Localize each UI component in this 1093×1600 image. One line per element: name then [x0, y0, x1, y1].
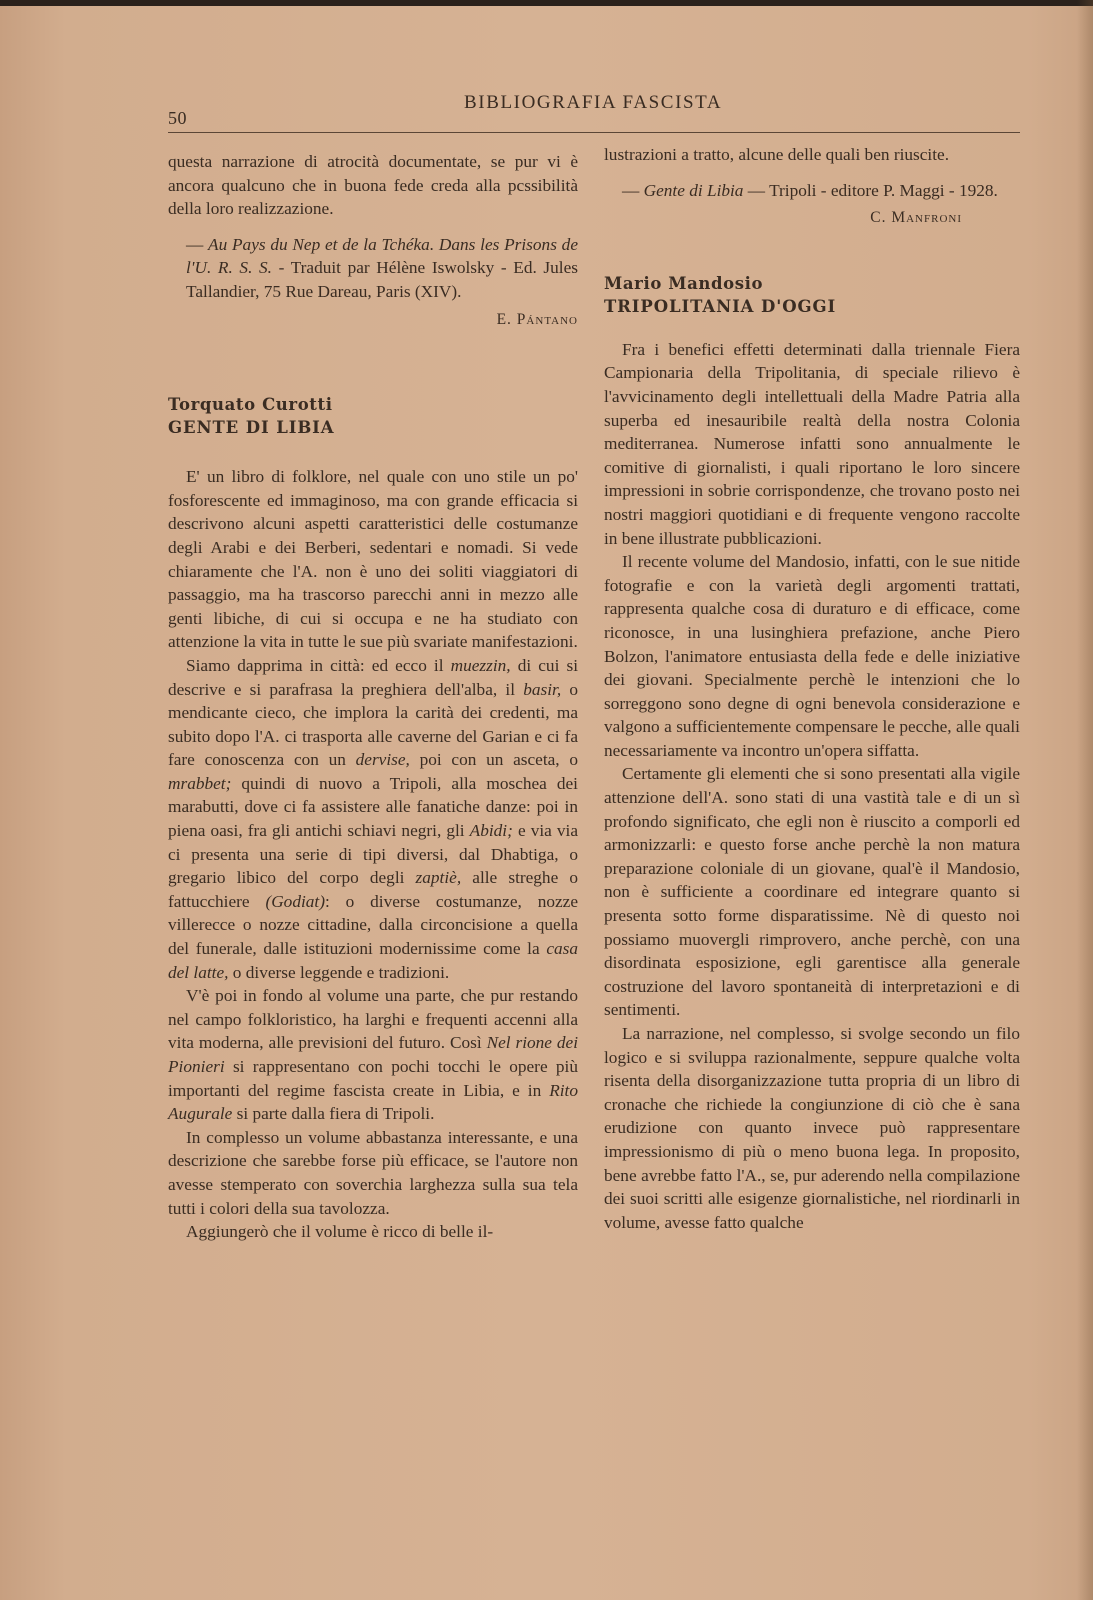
- review-paragraph-4: In complesso un volume abbastanza interessante, e una descrizione che sarebbe forse più efficace, se l'autore non avesse stemperato con soverchia larghezza sulla sua tela tutti i colori della sua tavolozza.: [168, 1127, 578, 1218]
- page-number: 50: [168, 108, 187, 128]
- signature-name: E. Pántano: [496, 310, 578, 328]
- review-paragraph-1: E' un libro di folklore, nel quale con uno stile un po' fosforescente ed immaginoso, ma con grande efficacia si descrivono alcuni aspetti caratteristici delle costumanze degli Arabi e dei Berberi, sedentari e nomadi. Si vede chiaramente che l'A. non è uno dei soliti viaggiatori di passaggio, ma ha trascorso parecchi anni in mezzo alle genti libiche, di cui si occupa e ne ha studiato con attenzione la vita in tutte le sue più svariate manifestazioni.: [168, 467, 578, 652]
- biblio-details: — Tripoli - editore P. Maggi - 1928.: [743, 180, 998, 200]
- signature-name: C. Manfroni: [870, 209, 962, 227]
- biblio-title: Gente di Libia: [643, 180, 744, 200]
- right-column: [604, 143, 1020, 1234]
- continued-paragraph: questa narrazione di atrocità documentate, se pur vi è ancora qualcuno che in buona fede creda alla pcssibilità della loro realizzazione.: [168, 152, 578, 219]
- biblio-dash: —: [622, 180, 644, 200]
- review-paragraph-1: Fra i benefici effetti determinati dalla triennale Fiera Campionaria della Tripolitania, di speciale rilievo è l'avvicinamento degli intellettuali della Madre Patria alla superba ed inesauribile realtà della nostra Colonia mediterranea. Numerose infatti sono annualmente le comitive di giornalisti, i quali riportano le loro sincere impressioni in sobrie corrispondenze, che trovano posto nei nostri maggiori quotidiani e di frequente vengono raccolte in bene illustrate pubblicazioni.: [604, 339, 1020, 548]
- reviewer-signature: [604, 206, 1020, 230]
- review-author: Mario Mandosio: [604, 273, 764, 293]
- review-title: TRIPOLITANIA D'OGGI: [604, 296, 837, 316]
- running-title: BIBLIOGRAFIA FASCISTA: [464, 92, 723, 113]
- continued-paragraph: lustrazioni a tratto, alcune delle quali ben riuscite.: [604, 145, 950, 164]
- review-title: GENTE DI LIBIA: [168, 418, 335, 438]
- review-paragraph-2: Il recente volume del Mandosio, infatti, con le sue nitide fotografie e con la varietà degli argomenti trattati, rappresenta qualche cosa di duraturo e di efficace, come riconosce, in una lusinghiera prefazione, anche Piero Bolzon, l'animatore entusiasta della fede e delle iniziative dei giovani. Specialmente perchè le intenzioni che lo sorreggono sono degne di ogni benevola considerazione e valgono a sufficientemente compensare le pecche, alle quali necessariamente va incontro un'opera siffatta.: [604, 552, 1020, 760]
- biblio-dash: —: [186, 234, 209, 254]
- biblio-title: Au Pays du Nep et de la Tchéka. Dans les Prisons de l'U. R. S. S.: [186, 234, 578, 278]
- review-author: Torquato Curotti: [168, 395, 333, 415]
- reviewer-signature: [168, 308, 578, 332]
- review-paragraph-2: Siamo dapprima in città: ed ecco il muezzin, di cui si descrive e si parafrasa la preghiera dell'alba, il basir, o mendicante cieco, che implora la carità dei credenti, ma subito dopo l'A. ci trasporta alle caverne del Garian e ci fa fare conoscenza con un dervise, poi con un asceta, o mrabbet; quindi di nuovo a Tripoli, alla moschea dei marabutti, dove ci fa assistere alle fanatiche danze: poi in piena oasi, fra gli antichi schiavi negri, gli Abidi; e via via ci presenta una serie di tipi diversi, dal Dhabtiga, o gregario libico del corpo degli zaptiè, alle streghe o fattucchiere (Godiat): o diverse costumanze, nozze villerecce o nozze cittadine, dalla circoncisione a quella del funerale, dalle istituzioni modernissime come la casa del latte, o diverse leggende e tradizioni.: [168, 655, 579, 982]
- review-paragraph-4: La narrazione, nel complesso, si svolge secondo un filo logico e si sviluppa razionalmente, seppure qualche volta risenta della disorganizzazione tutta propria di un libro di cronache che richiede la congiunzione di ciò che è sana erudizione con quanto invece può rappresentare impressionismo di più o meno buona lega. In proposito, bene avrebbe fatto l'A., se, pur aderendo nella compilazione dei suoi scritti alle esigenze giornalistiche, nel riordinarli in volume, avesse fatto qualche: [604, 1024, 1020, 1232]
- review-paragraph-5: Aggiungerò che il volume è ricco di belle il-: [186, 1222, 494, 1242]
- biblio-details: - Traduit par Hélène Iswolsky - Ed. Jules Tallandier, 75 Rue Dareau, Paris (XIV).: [186, 258, 578, 301]
- running-header: [168, 92, 1020, 132]
- review-paragraph-3: V'è poi in fondo al volume una parte, che pur restando nel campo folkloristico, ha larghi e frequenti accenni alla vita moderna, alle previsioni del futuro. Così Nel rione dei Pionieri si rappresentano con pochi tocchi le opere più importanti del regime fascista create in Libia, e in Rito Augurale si parte dalla fiera di Tripoli.: [168, 986, 578, 1124]
- review-paragraph-3: Certamente gli elementi che si sono presentati alla vigile attenzione dell'A. sono stati di una vastità tale e di un sì profondo significato, che egli non è riuscito a comporli ed armonizzarli: e questo forse anche perchè la non matura preparazione coloniale di un giovane, qual'è il Mandosio, non è sufficiente a coordinare ed integrare quanto si presenta sotto forme disparatissime. Nè di questo noi possiamo muovergli rimprovero, anche perchè, con una disordinata esposizione, egli garentisce alla generale costruzione del lavoro spontaneità di interpretazioni e di sentimenti.: [604, 764, 1020, 1020]
- page-top-edge: [0, 0, 1093, 6]
- page-right-edge: [1077, 0, 1093, 1600]
- header-rule: [168, 132, 1020, 133]
- left-column: [168, 150, 578, 1244]
- bibliographic-reference: [604, 179, 1020, 203]
- bibliographic-reference: [168, 233, 578, 304]
